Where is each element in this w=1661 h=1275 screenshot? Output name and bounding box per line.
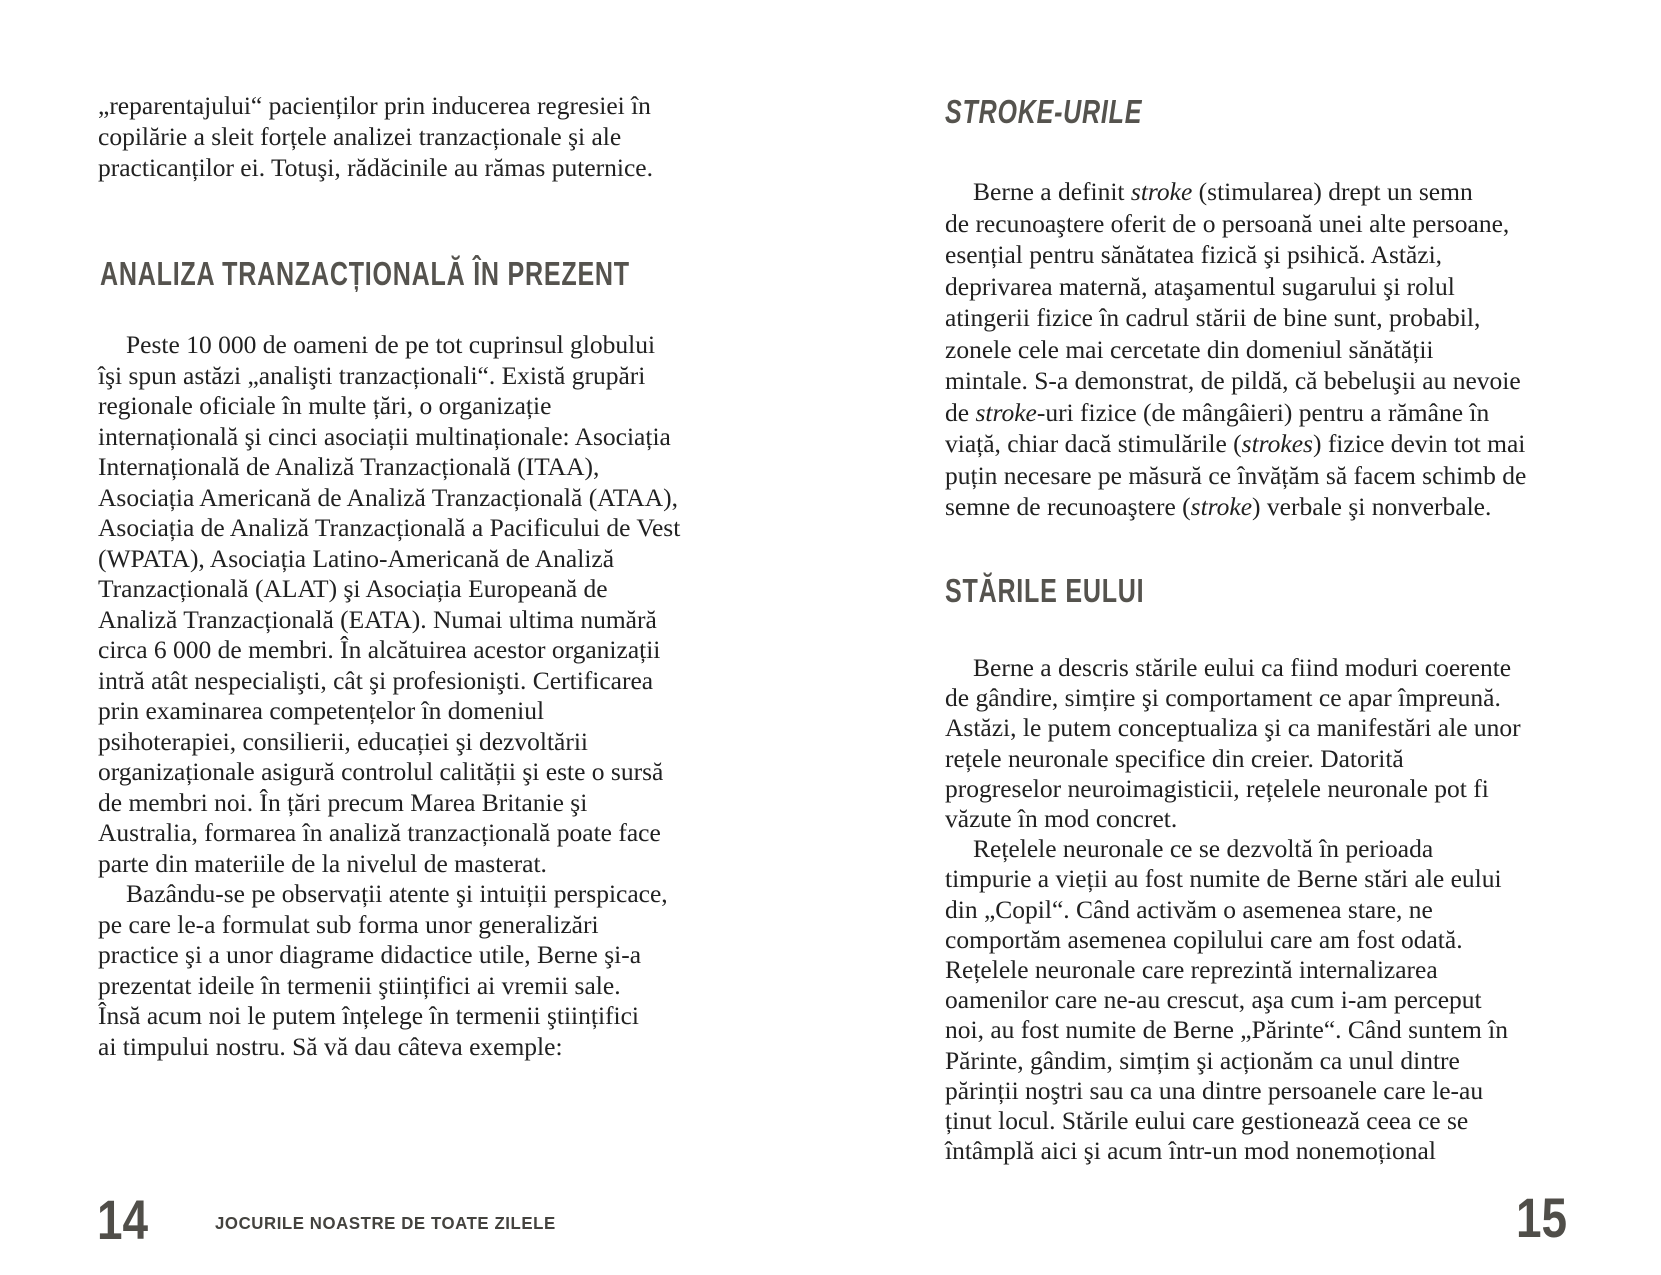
text-line: Părinte, gândim, simțim şi acționăm ca unul dintre — [945, 1045, 1460, 1075]
text-line: de membri noi. În țări precum Marea Britanie şi — [98, 787, 588, 817]
text-line: internațională şi cinci asociații multinaționale: Asociația — [98, 421, 671, 451]
book-page-left — [0, 0, 830, 1275]
text-line: rețele neuronale specifice din creier. Datorită — [945, 743, 1404, 773]
text-line: practicanților ei. Totuşi, rădăcinile au rămas puternice. — [98, 153, 653, 182]
text-line: regionale oficiale în multe țări, o organizație — [98, 391, 552, 420]
section-heading-starile-eului: STĂRILE EULUI — [945, 572, 1145, 609]
text-line: copilărie a sleit forțele analizei tranzacționale şi ale — [98, 122, 622, 151]
text-line: Berne a descris stările eului ca fiind moduri coerente — [973, 653, 1512, 682]
text-line: oamenilor care ne-au crescut, aşa cum i-am perceput — [945, 985, 1482, 1015]
text-line: din „Copil“. Când activăm o asemenea stare, ne — [945, 894, 1433, 924]
text-line: comportăm asemenea copilului care am fost odată. — [945, 924, 1463, 954]
text-line: Asociația Americană de Analiză Tranzacțională (ATAA), — [98, 482, 679, 512]
text-line: atingerii fizice în cadrul stării de bine sunt, probabil, — [945, 303, 1481, 332]
text-line: practice şi a unor diagrame didactice utile, Berne şi-a — [98, 940, 642, 969]
paragraph-strokes — [945, 176, 1526, 523]
text-line: psihoterapiei, consilierii, educației şi dezvoltării — [98, 726, 589, 756]
text-line: Asociația de Analiză Tranzacțională a Pacificului de Vest — [98, 513, 681, 542]
book-page-right — [830, 0, 1661, 1275]
text-line: puțin necesare pe măsură ce învățăm să facem schimb de — [945, 460, 1527, 490]
text-line: Australia, formarea în analiză tranzacțională poate face — [98, 818, 661, 847]
text-line: mintale. S-a demonstrat, de pildă, că bebeluşii au nevoie — [945, 366, 1521, 395]
section-heading-stroke-urile: STROKE-URILE — [945, 93, 1143, 130]
text-line: organizaționale asigură controlul calității şi este o sursă — [98, 757, 664, 786]
text-line: intră atât nespecialişti, cât şi profesionişti. Certificarea — [98, 665, 654, 695]
text-line: circa 6 000 de membri. În alcătuirea acestor organizații — [98, 635, 661, 664]
text-line: Analiză Tranzacțională (EATA). Numai ultima numără — [98, 604, 657, 634]
page-number-15: 15 — [1516, 1186, 1568, 1249]
text-line: îşi spun astăzi „analişti tranzacționali“. Există grupări — [98, 360, 646, 390]
text-line: deprivarea maternă, ataşamentul sugarului şi rolul — [945, 271, 1455, 301]
text-line: Tranzacțională (ALAT) şi Asociația Europeană de — [98, 574, 608, 603]
text-line: ținut locul. Stările eului care gestionează ceea ce se — [945, 1106, 1469, 1136]
text-line: parte din materiile de la nivelul de masterat. — [98, 848, 547, 878]
text-line: Însă acum noi le putem înțelege în termenii ştiințifici — [98, 1001, 640, 1030]
text-line: Bazându-se pe observații atente şi intuiții perspicace, — [126, 879, 668, 908]
text-line: întâmplă aici şi acum într-un mod nonemoțional — [945, 1136, 1436, 1166]
text-line: prin examinarea competențelor în domeniul — [98, 696, 545, 725]
text-line: de recunoaştere oferit de o persoană unei alte persoane, — [945, 208, 1510, 238]
text-line: părinții noştri sau ca una dintre persoanele care le-au — [945, 1075, 1484, 1105]
text-line: semne de recunoaştere (stroke) verbale şi nonverbale. — [945, 492, 1492, 521]
text-line: viață, chiar dacă stimulările (strokes) fizice devin tot mai — [945, 429, 1526, 458]
text-line: „reparentajului“ pacienților prin inducerea regresiei în — [98, 91, 651, 120]
text-line: văzute în mod concret. — [945, 804, 1178, 834]
text-line: ai timpului nostru. Să vă dau câteva exemple: — [98, 1031, 563, 1061]
text-line: prezentat ideile în termenii ştiințifici ai vremii sale. — [98, 970, 621, 1000]
text-line: timpurie a vieții au fost numite de Berne stări ale eului — [945, 864, 1502, 894]
text-line: Peste 10 000 de oameni de pe tot cuprinsul globului — [126, 330, 656, 359]
text-line: de stroke-uri fizice (de mângâieri) pentru a rămâne în — [945, 397, 1490, 427]
running-title-footer: JOCURILE NOASTRE DE TOATE ZILELE — [215, 1213, 556, 1233]
text-line: (WPATA), Asociația Latino-Americană de Analiză — [98, 543, 615, 573]
text-line: progreselor neuroimagisticii, rețelele neuronale pot fi — [945, 773, 1489, 803]
text-line: zonele cele mai cercetate din domeniul sănătății — [945, 334, 1434, 364]
text-line: de gândire, simțire şi comportament ce apar împreună. — [945, 683, 1501, 713]
section-heading-analiza-tranzactionala: ANALIZA TRANZACȚIONALĂ ÎN PREZENT — [100, 255, 630, 292]
text-line: Rețelele neuronale ce se dezvoltă în perioada — [973, 834, 1434, 864]
page-number-14: 14 — [97, 1188, 149, 1251]
text-line: Rețelele neuronale care reprezintă internalizarea — [945, 955, 1438, 985]
paragraph-intro — [98, 90, 653, 183]
text-line: Astăzi, le putem conceptualiza şi ca manifestări ale unor — [945, 713, 1521, 743]
text-line: pe care le-a formulat sub forma unor generalizări — [98, 909, 599, 939]
text-line: esențial pentru sănătatea fizică şi psihică. Astăzi, — [945, 240, 1443, 269]
text-line: Berne a definit stroke (stimularea) drept un semn — [973, 177, 1473, 206]
paragraph-ego-states — [945, 653, 1521, 1166]
text-line: Internațională de Analiză Tranzacțională (ITAA), — [98, 452, 600, 481]
text-line: noi, au fost numite de Berne „Părinte“. Când suntem în — [945, 1015, 1508, 1045]
paragraph-left-body — [98, 330, 680, 1062]
